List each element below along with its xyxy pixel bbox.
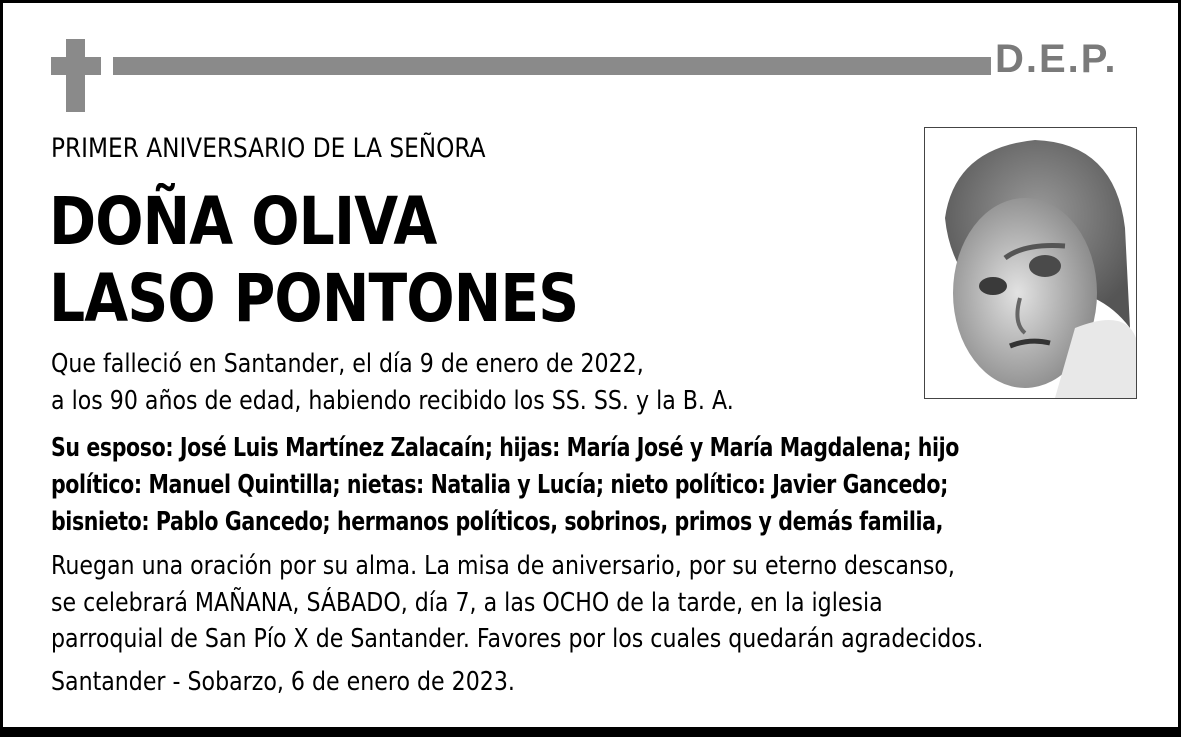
dep-badge: D.E.P.	[995, 37, 1118, 81]
deceased-name-line1: DOÑA OLIVA	[49, 183, 437, 260]
death-info-line: a los 90 años de edad, habiendo recibido los SS. SS. y la B. A.	[51, 386, 734, 416]
deceased-photo	[924, 127, 1137, 399]
portrait-image	[925, 128, 1136, 398]
death-info-line: Que falleció en Santander, el día 9 de enero de 2022,	[51, 349, 644, 379]
family-line: político: Manuel Quintilla; nietas: Natalia y Lucía; nieto político: Javier Gancedo;	[51, 470, 948, 500]
request-line: Ruegan una oración por su alma. La misa de aniversario, por su eterno descanso,	[51, 551, 955, 581]
request-line: se celebrará MAÑANA, SÁBADO, día 7, a las OCHO de la tarde, en la iglesia	[51, 588, 883, 618]
family-line: Su esposo: José Luis Martínez Zalacaín; hijas: María José y María Magdalena; hijo	[51, 433, 960, 463]
header-rule	[113, 57, 991, 75]
request-line: parroquial de San Pío X de Santander. Favores por los cuales quedarán agradecidos.	[51, 624, 984, 654]
deceased-name-line2: LASO PONTONES	[49, 260, 579, 337]
family-line: bisnieto: Pablo Gancedo; hermanos políticos, sobrinos, primos y demás familia,	[51, 507, 944, 537]
notice-subtitle: PRIMER ANIVERSARIO DE LA SEÑORA	[51, 133, 486, 164]
cross-icon-bar	[51, 57, 101, 75]
signature-line: Santander - Sobarzo, 6 de enero de 2023.	[51, 667, 515, 697]
cross-icon	[66, 39, 85, 112]
